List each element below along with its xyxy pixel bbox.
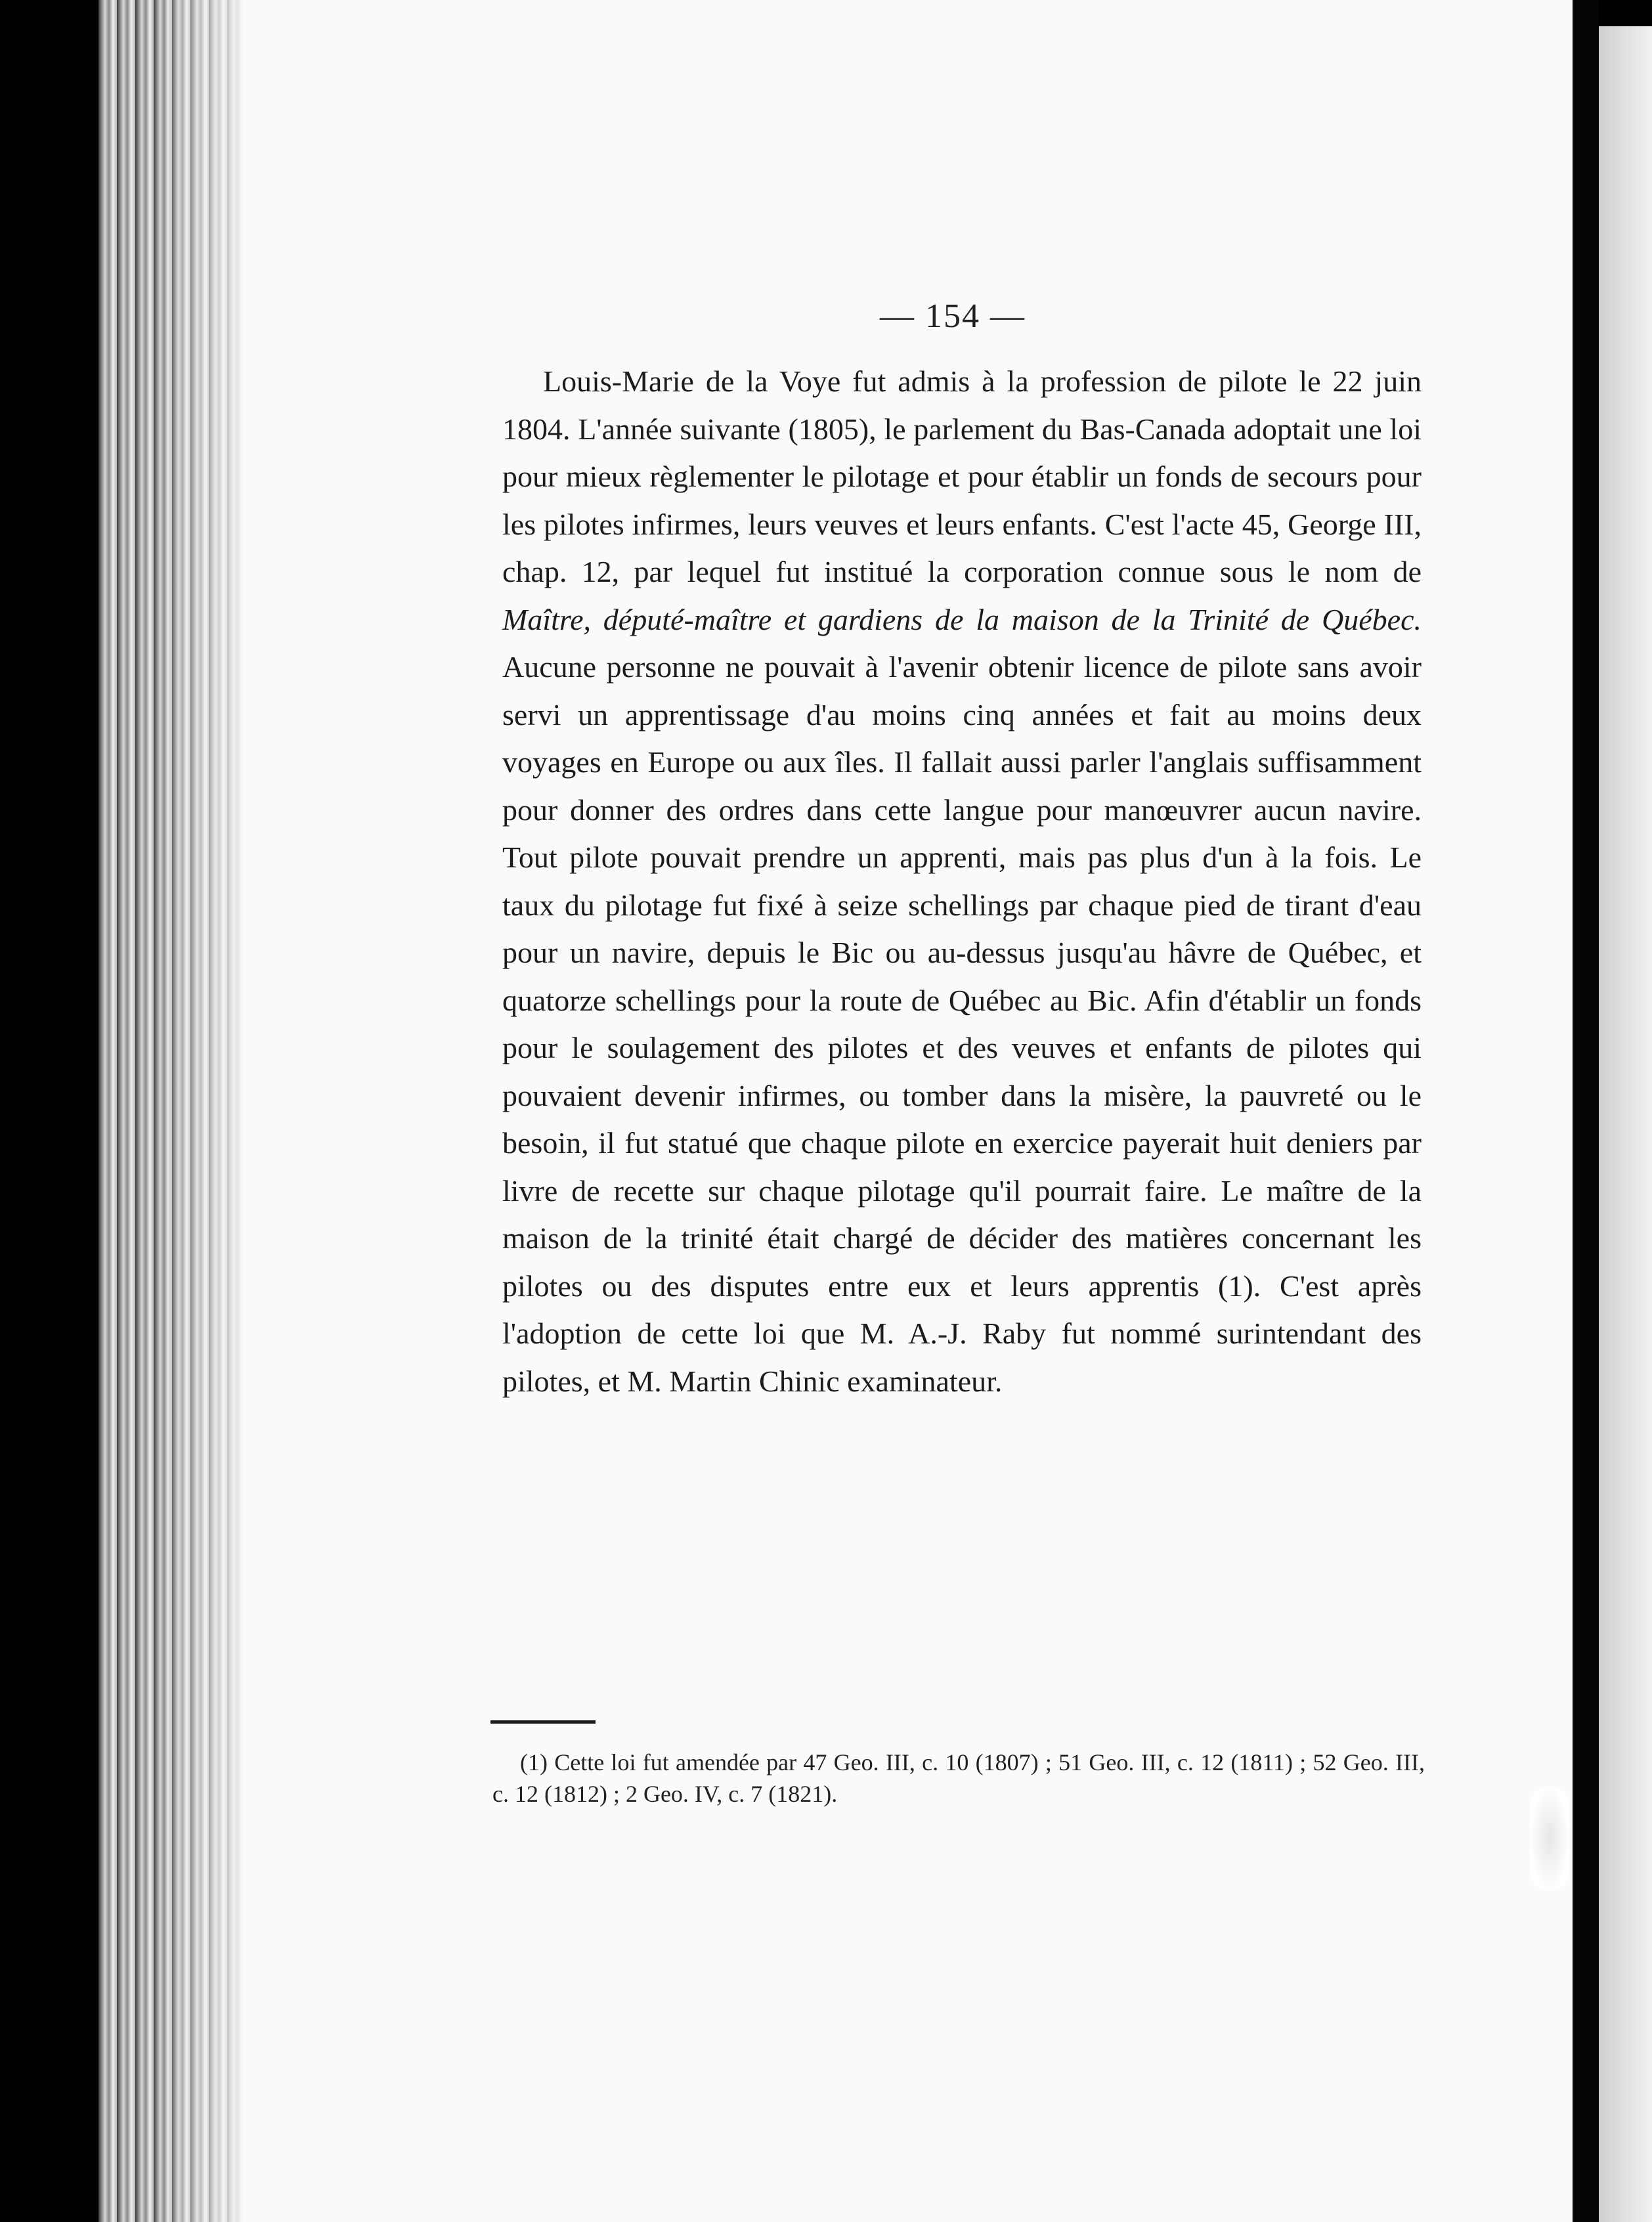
book-gutter [1573, 0, 1599, 2222]
footnote-separator [490, 1720, 596, 1724]
page-edge-shading [171, 0, 250, 2222]
body-text [502, 358, 1422, 1405]
body-text-part-2: Aucune personne ne pouvait à l'avenir obtenir licence de pilote sans avoir servi un apprentissage d'au moins cinq années et fait au moins deux voyages en Europe ou aux îles. Il fallait aussi parler l'anglais suffisamment pour donner des ordres dans cette langue pour manœuvrer aucun navire. Tout pilote pouvait prendre un apprenti, mais pas plus d'un à la fois. Le taux du pilotage fut fixé à seize schellings par chaque pied de tirant d'eau pour un navire, depuis le Bic ou au-dessus jusqu'au hâvre de Québec, et quatorze schellings pour la route de Québec au Bic. Afin d'établir un fonds pour le soulagement des pilotes et des veuves et enfants de pilotes qui pouvaient devenir infirmes, ou tomber dans la misère, la pauvreté ou le besoin, il fut statué que chaque pilote en exercice payerait huit deniers par livre de recette sur chaque pilotage qu'il pourrait faire. Le maître de la maison de la trinité était chargé de décider des matières concernant les pilotes ou des disputes entre eux et leurs apprentis (1). C'est après l'adoption de cette loi que M. A.-J. Raby fut nommé surintendant des pilotes, et M. Martin Chinic examinateur. [502, 650, 1422, 1398]
footnote [492, 1747, 1425, 1810]
body-italic-title: Maître, député-maître et gardiens de la maison de la Trinité de Québec. [502, 602, 1422, 636]
page-number: — 154 — [880, 297, 1026, 335]
adjacent-page-edge [1599, 26, 1652, 2222]
body-paragraph [502, 358, 1422, 1405]
body-text-part-1: Louis-Marie de la Voye fut admis à la profession de pilote le 22 juin 1804. L'année suivante (1805), le parlement du Bas-Canada adoptait une loi pour mieux règlementer le pilotage et pour établir un fonds de secours pour les pilotes infirmes, leurs veuves et leurs enfants. C'est l'acte 45, George III, chap. 12, par lequel fut institué la corporation connue sous le nom de [502, 364, 1422, 588]
scan-blot [1530, 1786, 1569, 1891]
footnote-text: (1) Cette loi fut amendée par 47 Geo. III, c. 10 (1807) ; 51 Geo. III, c. 12 (1811) ; 52 Geo. III, c. 12 (1812) ; 2 Geo. IV, c. 7 (1821). [492, 1749, 1425, 1807]
